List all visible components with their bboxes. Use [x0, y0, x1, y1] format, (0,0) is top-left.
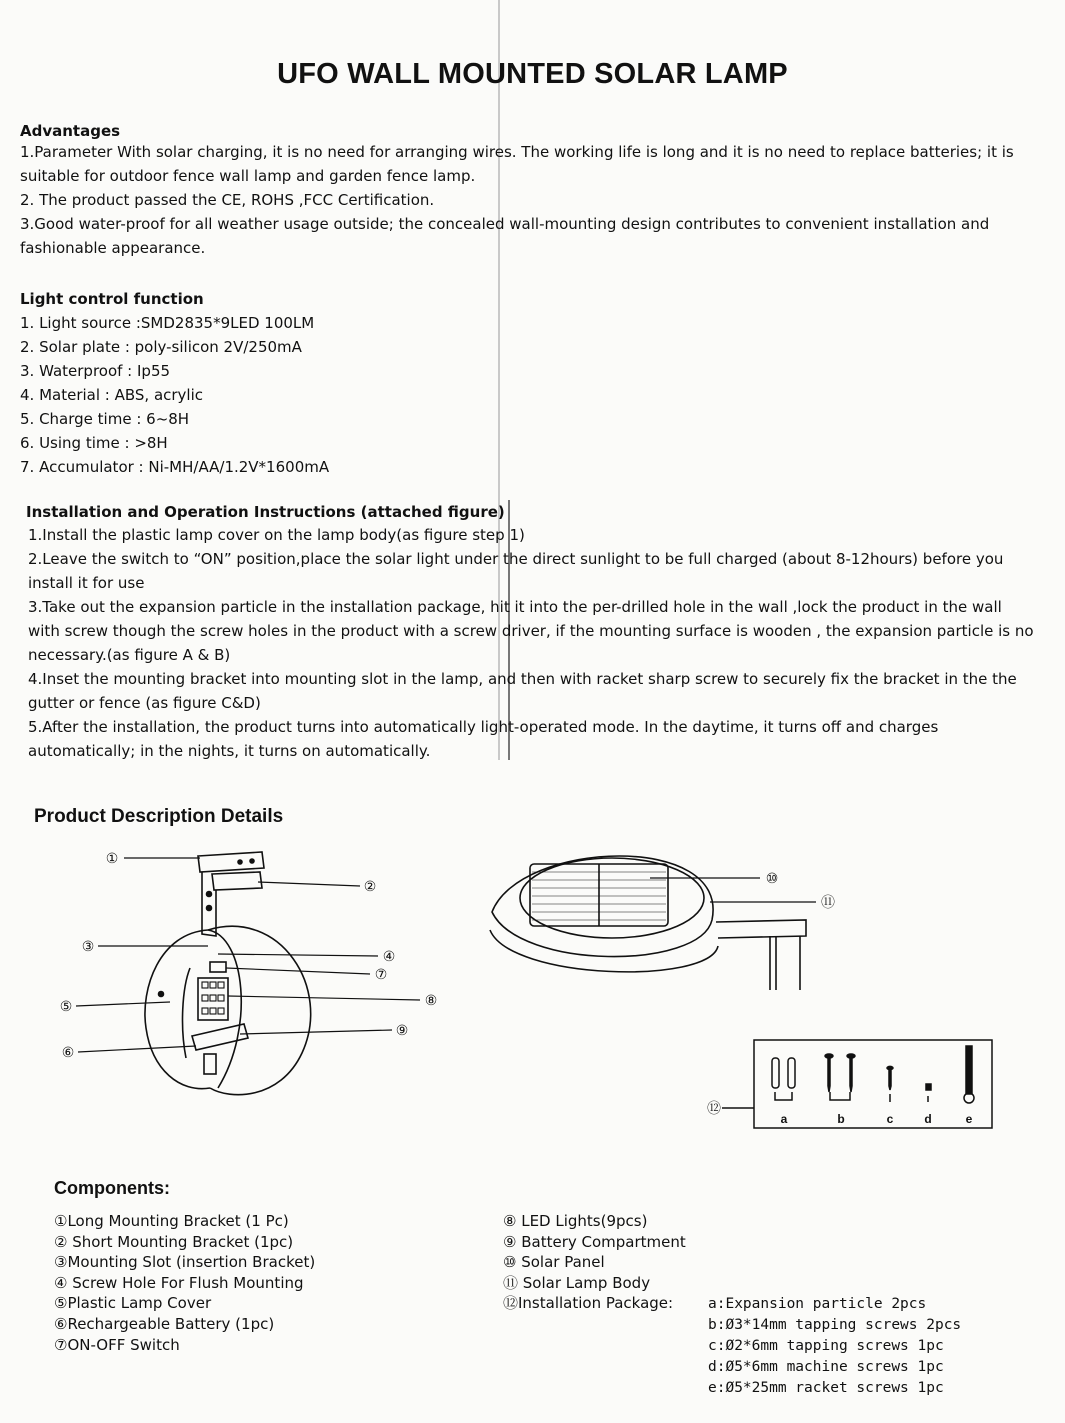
- component-item: ⑧ LED Lights(9pcs): [503, 1212, 648, 1230]
- component-item: ⑫Installation Package:: [503, 1294, 674, 1313]
- package-item: c:Ø2*6mm tapping screws 1pc: [708, 1338, 944, 1354]
- callout-6: ⑥: [61, 1044, 75, 1060]
- page-title: UFO WALL MOUNTED SOLAR LAMP: [277, 58, 788, 90]
- installation-package-diagram: [700, 1034, 1000, 1134]
- package-letter-c: c: [886, 1112, 894, 1126]
- component-item: ⑨ Battery Compartment: [503, 1232, 686, 1251]
- spec-item: 1. Light source :SMD2835*9LED 100LM: [20, 314, 315, 332]
- component-item: ⑦ON-OFF Switch: [54, 1335, 180, 1354]
- instruction-item: 5.After the installation, the product turns into automatically light-operated mode. In the daytime, it turns off and charges automatically; in the nights, it turns on automatically.: [28, 718, 939, 760]
- package-item: e:Ø5*25mm racket screws 1pc: [708, 1380, 944, 1396]
- callout-3: ③: [81, 938, 95, 954]
- advantages-list: [20, 140, 1030, 260]
- instruction-item: 4.Inset the mounting bracket into mounting slot in the lamp, and then with racket sharp screw to securely fix the bracket in the the gutter or fence (as figure C&D): [28, 670, 1017, 712]
- spec-item: 6. Using time : >8H: [20, 434, 168, 452]
- advantage-item: 2. The product passed the CE, ROHS ,FCC Certification.: [20, 191, 435, 209]
- package-item: d:Ø5*6mm machine screws 1pc: [708, 1359, 944, 1375]
- callout-7: ⑦: [374, 966, 388, 982]
- components-right-list: [503, 1211, 686, 1314]
- product-details-heading: Product Description Details: [34, 806, 284, 827]
- callout-9: ⑨: [395, 1022, 409, 1038]
- package-letter-e: e: [965, 1112, 973, 1126]
- spec-item: 4. Material : ABS, acrylic: [20, 386, 204, 404]
- instruction-item: 2.Leave the switch to “ON” position,place the solar light under the direct sunlight to be full charged (about 8-12hours) before you install it for use: [28, 550, 1004, 592]
- component-item: ⑪ Solar Lamp Body: [503, 1273, 651, 1292]
- instruction-item: 1.Install the plastic lamp cover on the lamp body(as figure step 1): [28, 526, 525, 544]
- spec-item: 3. Waterproof : Ip55: [20, 362, 171, 380]
- component-item: ⑤Plastic Lamp Cover: [54, 1294, 212, 1313]
- component-item: ③Mounting Slot (insertion Bracket): [54, 1253, 316, 1272]
- package-letter-d: d: [924, 1112, 932, 1126]
- installation-heading: Installation and Operation Instructions (attached figure): [26, 503, 505, 521]
- advantages-heading: Advantages: [20, 122, 121, 140]
- package-letter-b: b: [837, 1112, 845, 1126]
- installation-list: [28, 523, 1038, 763]
- component-item: ⑩ Solar Panel: [503, 1253, 605, 1272]
- package-item: b:Ø3*14mm tapping screws 2pcs: [708, 1317, 962, 1333]
- component-item: ⑥Rechargeable Battery (1pc): [54, 1314, 275, 1333]
- callout-12: ⑫: [707, 1100, 721, 1116]
- callout-4: ④: [382, 948, 396, 964]
- instruction-item: 3.Take out the expansion particle in the installation package, hit it into the per-drilled hole in the wall ,lock the product in the wall with screw though the screw holes in the product with a screw driver, if the mounting surface is wooden , the expansion particle is no necessary.(as figure A & B): [28, 598, 1034, 664]
- package-letter-a: a: [780, 1112, 788, 1126]
- callout-2: ②: [363, 878, 377, 894]
- lamp-body-outline: [208, 926, 311, 1094]
- spec-item: 2. Solar plate : poly-silicon 2V/250mA: [20, 338, 302, 356]
- light-control-list: [20, 311, 329, 479]
- lamp-top-diagram: [480, 850, 850, 1000]
- lamp-side-diagram: [40, 838, 460, 1108]
- callout-5: ⑤: [59, 998, 73, 1014]
- component-item: ①Long Mounting Bracket (1 Pc): [54, 1212, 289, 1230]
- package-item: a:Expansion particle 2pcs: [708, 1296, 927, 1312]
- callout-11: ⑪: [821, 894, 835, 910]
- components-left-list: [54, 1211, 315, 1355]
- callout-8: ⑧: [424, 992, 438, 1008]
- spec-item: 7. Accumulator : Ni-MH/AA/1.2V*1600mA: [20, 458, 330, 476]
- light-control-heading: Light control function: [20, 290, 204, 308]
- components-heading: Components:: [54, 1178, 170, 1198]
- callout-10: ⑩: [765, 870, 779, 886]
- spec-item: 5. Charge time : 6~8H: [20, 410, 190, 428]
- advantage-item: 3.Good water-proof for all weather usage outside; the concealed wall-mounting design contributes to convenient installation and fashionable appearance.: [20, 215, 990, 257]
- installation-package-list: [708, 1294, 961, 1399]
- mounting-bracket: [716, 920, 806, 938]
- advantage-item: 1.Parameter With solar charging, it is no need for arranging wires. The working life is long and it is no need to replace batteries; it is suitable for outdoor fence wall lamp and garden fence lamp.: [20, 143, 1014, 185]
- callout-1: ①: [105, 850, 119, 866]
- component-item: ② Short Mounting Bracket (1pc): [54, 1232, 294, 1251]
- component-item: ④ Screw Hole For Flush Mounting: [54, 1273, 304, 1292]
- lamp-cover-outline: [145, 930, 210, 1089]
- short-bracket: [212, 872, 262, 890]
